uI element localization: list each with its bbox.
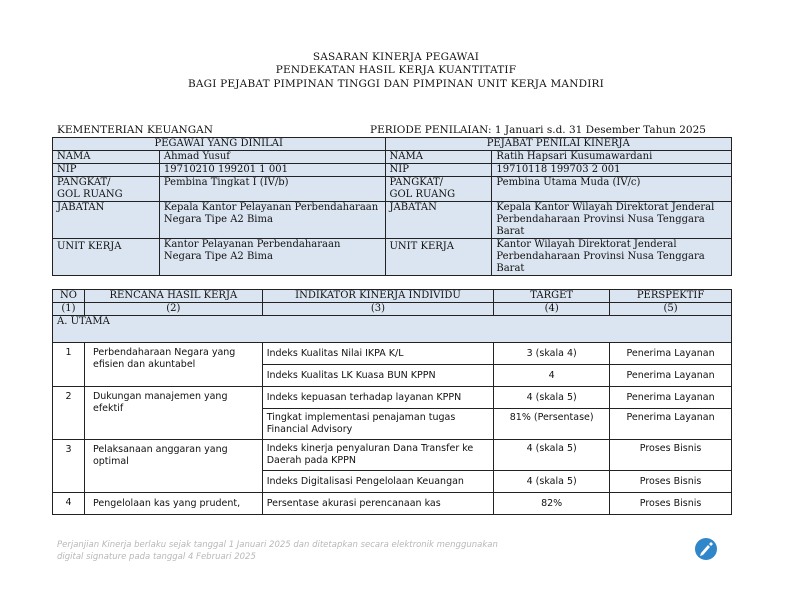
- column-header-row: [53, 290, 732, 303]
- target-cell: 4 (skala 5): [494, 471, 610, 493]
- pegawai-heading: PEGAWAI YANG DINILAI: [53, 138, 386, 151]
- jabatan-label: JABATAN: [385, 202, 492, 239]
- row-number: 3: [53, 440, 85, 493]
- row-number: 1: [53, 343, 85, 387]
- pegawai-nama: Ahmad Yusuf: [159, 151, 385, 164]
- row-number: 4: [53, 493, 85, 515]
- indikator-cell: Persentase akurasi perencanaan kas: [262, 493, 494, 515]
- pegawai-pangkat: Pembina Tingkat I (IV/b): [159, 177, 385, 202]
- indikator-cell: Indeks Kualitas LK Kuasa BUN KPPN: [262, 365, 494, 387]
- footer-line1: Perjanjian Kinerja berlaku sejak tanggal 1 Januari 2025 dan ditetapkan secara elektronik menggunakan: [57, 540, 498, 550]
- target-cell: 82%: [494, 493, 610, 515]
- section-utama: A. UTAMA: [53, 316, 732, 343]
- target-cell: 4: [494, 365, 610, 387]
- pangkat-row: [53, 177, 732, 202]
- indikator-cell: Indeks Kualitas Nilai IKPA K/L: [262, 343, 494, 365]
- nip-row: [53, 164, 732, 177]
- jabatan-row: [53, 202, 732, 239]
- penilai-jabatan: Kepala Kantor Wilayah Direktorat Jenderal Perbendaharaan Provinsi Nusa Tenggara Barat: [492, 202, 732, 239]
- pegawai-jabatan: Kepala Kantor Pelayanan Perbendaharaan Negara Tipe A2 Bima: [159, 202, 385, 239]
- col-indikator-header: INDIKATOR KINERJA INDIVIDU: [262, 290, 494, 303]
- col-rencana-header: RENCANA HASIL KERJA: [84, 290, 262, 303]
- assessment-period: PERIODE PENILAIAN: 1 Januari s.d. 31 Desember Tahun 2025: [370, 124, 706, 136]
- row-number: 2: [53, 387, 85, 440]
- penilai-pangkat: Pembina Utama Muda (IV/c): [492, 177, 732, 202]
- col-no-header: NO: [53, 290, 85, 303]
- rencana-cell: Dukungan manajemen yang efektif: [84, 387, 262, 440]
- col-indikator-number: (3): [262, 303, 494, 316]
- penilai-heading: PEJABAT PENILAI KINERJA: [385, 138, 732, 151]
- unit-label: UNIT KERJA: [53, 239, 160, 276]
- table-row: [53, 387, 732, 409]
- pangkat-label-line2: GOL RUANG: [389, 189, 456, 200]
- col-rencana-number: (2): [84, 303, 262, 316]
- perspektif-cell: Penerima Layanan: [610, 365, 732, 387]
- perspektif-cell: Proses Bisnis: [610, 493, 732, 515]
- performance-table: [52, 289, 732, 515]
- jabatan-label: JABATAN: [53, 202, 160, 239]
- footer-line2: digital signature pada tanggal 4 Februari 2025: [57, 552, 256, 562]
- footer-note: [57, 539, 498, 563]
- pegawai-nip: 19710210 199201 1 001: [159, 164, 385, 177]
- table-row: [53, 493, 732, 515]
- col-perspektif-header: PERSPEKTIF: [610, 290, 732, 303]
- col-target-number: (4): [494, 303, 610, 316]
- indikator-cell: Indeks kinerja penyaluran Dana Transfer ke Daerah pada KPPN: [262, 440, 494, 471]
- doc-title-line2: PENDEKATAN HASIL KERJA KUANTITATIF: [275, 64, 517, 76]
- nama-row: [53, 151, 732, 164]
- pangkat-label-line1: PANGKAT/: [57, 177, 111, 188]
- col-perspektif-number: (5): [610, 303, 732, 316]
- penilai-nip: 19710118 199703 2 001: [492, 164, 732, 177]
- pegawai-unit: Kantor Pelayanan Perbendaharaan Negara Tipe A2 Bima: [159, 239, 385, 276]
- unit-label: UNIT KERJA: [385, 239, 492, 276]
- nip-label: NIP: [385, 164, 492, 177]
- signature-logo-icon: [695, 538, 717, 560]
- indikator-cell: Indeks Digitalisasi Pengelolaan Keuangan: [262, 471, 494, 493]
- perspektif-cell: Penerima Layanan: [610, 343, 732, 365]
- col-target-header: TARGET: [494, 290, 610, 303]
- identity-table: [52, 137, 732, 276]
- target-cell: 4 (skala 5): [494, 440, 610, 471]
- nama-label: NAMA: [53, 151, 160, 164]
- table-row: [53, 440, 732, 471]
- target-cell: 4 (skala 5): [494, 387, 610, 409]
- unit-row: [53, 239, 732, 276]
- pangkat-label-line1: PANGKAT/: [389, 177, 444, 188]
- rencana-cell: Pelaksanaan anggaran yang optimal: [84, 440, 262, 493]
- rencana-cell: Perbendaharaan Negara yang efisien dan akuntabel: [84, 343, 262, 387]
- col-no-number: (1): [53, 303, 85, 316]
- nama-label: NAMA: [385, 151, 492, 164]
- column-number-row: [53, 303, 732, 316]
- penilai-nama: Ratih Hapsari Kusumawardani: [492, 151, 732, 164]
- indikator-cell: Tingkat implementasi penajaman tugas Financial Advisory: [262, 409, 494, 440]
- indikator-cell: Indeks kepuasan terhadap layanan KPPN: [262, 387, 494, 409]
- perspektif-cell: Penerima Layanan: [610, 409, 732, 440]
- pangkat-label: [385, 177, 492, 202]
- target-cell: 3 (skala 4): [494, 343, 610, 365]
- identity-heading-row: [53, 138, 732, 151]
- rencana-cell: Pengelolaan kas yang prudent,: [84, 493, 262, 515]
- agency-name: KEMENTERIAN KEUANGAN: [57, 124, 213, 136]
- perspektif-cell: Penerima Layanan: [610, 387, 732, 409]
- section-row: [53, 316, 732, 343]
- target-cell: 81% (Persentase): [494, 409, 610, 440]
- nip-label: NIP: [53, 164, 160, 177]
- pen-icon: [695, 538, 717, 560]
- pangkat-label-line2: GOL RUANG: [57, 189, 123, 200]
- doc-title-line1: SASARAN KINERJA PEGAWAI: [312, 51, 480, 63]
- penilai-unit: Kantor Wilayah Direktorat Jenderal Perbendaharaan Provinsi Nusa Tenggara Barat: [492, 239, 732, 276]
- perspektif-cell: Proses Bisnis: [610, 440, 732, 471]
- pangkat-label: [53, 177, 160, 202]
- perspektif-cell: Proses Bisnis: [610, 471, 732, 493]
- table-row: [53, 343, 732, 365]
- doc-title-line3: BAGI PEJABAT PIMPINAN TINGGI DAN PIMPINAN UNIT KERJA MANDIRI: [187, 78, 605, 90]
